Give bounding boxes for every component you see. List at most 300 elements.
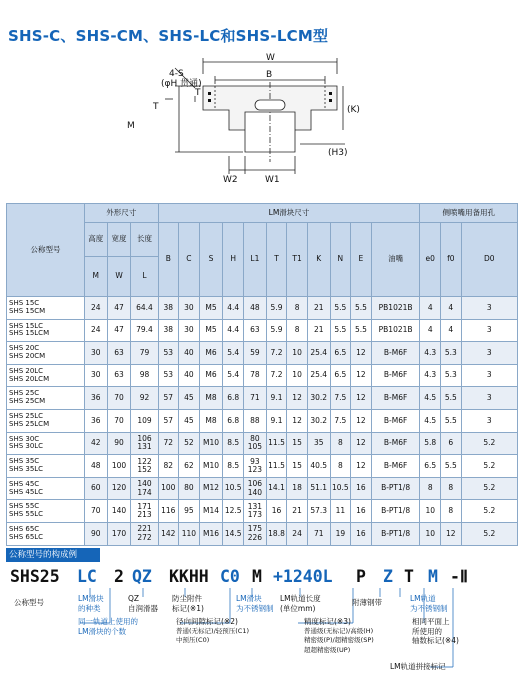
code-joint: -Ⅱ <box>450 567 469 586</box>
cell-d0: 3 <box>461 409 517 432</box>
code-qz: QZ <box>132 567 152 586</box>
cell-n: 6.5 <box>330 364 351 387</box>
ann-axes-line1: 相同平面上 <box>412 617 450 626</box>
cell-s: M6 <box>199 364 223 387</box>
dim-t-label: T <box>195 88 201 98</box>
ann-model-no: 公称型号 <box>14 598 44 607</box>
model-name: SHS 20C <box>9 344 40 353</box>
cell-l: 79.4 <box>131 319 158 342</box>
cell-m: 30 <box>84 342 107 365</box>
cell-d0: 5.2 <box>461 455 517 478</box>
model-code-section-label: 公称型号的构成例 <box>6 548 100 562</box>
cell-w: 47 <box>107 297 131 320</box>
cell-m: 24 <box>84 319 107 342</box>
header-l1: L1 <box>244 223 267 297</box>
cell-f0: 8 <box>441 500 462 523</box>
ann-axes-line2: 所使用的 <box>412 626 442 636</box>
cell-b: 57 <box>158 387 179 410</box>
cell-e0: 4 <box>420 297 441 320</box>
cell-s: M14 <box>199 500 223 523</box>
cell-e: 12 <box>351 432 372 455</box>
cell-l1: 71 <box>244 387 267 410</box>
cell-e: 16 <box>351 477 372 500</box>
model-cell <box>7 364 85 387</box>
cell-n: 7.5 <box>330 387 351 410</box>
header-d0: D0 <box>461 223 517 297</box>
cell-value: 171 <box>137 501 152 511</box>
cell-e: 12 <box>351 409 372 432</box>
ann-clearance-line2: 普通(无标记)/轻预压(C1) <box>176 626 250 635</box>
cell-k: 30.2 <box>307 409 330 432</box>
cell-t: 5.9 <box>266 297 287 320</box>
cell-n: 5.5 <box>330 297 351 320</box>
model-name: SHS 35C <box>9 457 40 466</box>
model-name: SHS 25CM <box>9 397 46 406</box>
header-l: L <box>131 257 158 297</box>
cell-t1: 21 <box>287 500 308 523</box>
header-h: H <box>223 223 244 297</box>
model-cell <box>7 342 85 365</box>
cell-c: 45 <box>179 387 200 410</box>
dim-b-label: B <box>266 70 273 80</box>
model-name: SHS 20LCM <box>9 374 50 383</box>
model-name: SHS 65C <box>9 525 40 534</box>
cell-m: 30 <box>84 364 107 387</box>
model-name: SHS 45C <box>9 479 40 488</box>
cell-l: 79 <box>131 342 158 365</box>
cell-e0: 10 <box>420 500 441 523</box>
cell-t1: 15 <box>287 432 308 455</box>
cell-l: 109 <box>131 409 158 432</box>
cell-value: 226 <box>247 532 263 542</box>
cell-t1: 10 <box>287 342 308 365</box>
code-steel-tape: Z <box>383 567 393 586</box>
ann-lm-rail-length-line2: (单位mm) <box>280 603 316 613</box>
ann-lm-rail-stainless <box>410 594 448 613</box>
cell-m: 60 <box>84 477 107 500</box>
dim-w2-label: W2 <box>223 175 238 182</box>
cell-d0: 5.2 <box>461 432 517 455</box>
code-dust: KKHH <box>169 567 209 586</box>
cell-h: 10.5 <box>223 477 244 500</box>
cell-value: 213 <box>137 510 152 520</box>
cell-e: 5.5 <box>351 319 372 342</box>
ann-clearance-line3: 中预压(C0) <box>176 636 210 644</box>
cell-l1 <box>244 432 267 455</box>
cell-n: 7.5 <box>330 409 351 432</box>
cell-m: 24 <box>84 297 107 320</box>
cell-h: 5.4 <box>223 364 244 387</box>
table-row <box>7 432 518 455</box>
table-row <box>7 319 518 342</box>
cell-t: 14.1 <box>266 477 287 500</box>
ann-lm-block-type <box>78 594 104 613</box>
cell-l1: 78 <box>244 364 267 387</box>
ann-clearance-line1: 径向间隙标记(※2) <box>176 617 238 626</box>
cell-b: 38 <box>158 319 179 342</box>
cell-k: 35 <box>307 432 330 455</box>
cell-d0: 3 <box>461 364 517 387</box>
table-row <box>7 342 518 365</box>
cell-e: 12 <box>351 455 372 478</box>
cell-nipple: B-PT1/8 <box>371 477 420 500</box>
cell-m: 90 <box>84 522 107 545</box>
cell-d0: 3 <box>461 342 517 365</box>
cell-e0: 10 <box>420 522 441 545</box>
header-length: 长度 <box>131 223 158 257</box>
cell-nipple: B-M6F <box>371 409 420 432</box>
cell-s: M12 <box>199 477 223 500</box>
cell-n: 11 <box>330 500 351 523</box>
cell-w: 70 <box>107 409 131 432</box>
ann-same-rail-count <box>78 617 138 636</box>
ann-lm-block-type-line1: LM滑块 <box>78 594 104 603</box>
cell-f0: 5.3 <box>441 342 462 365</box>
header-outer-dims: 外形尺寸 <box>84 204 158 223</box>
cell-b: 53 <box>158 342 179 365</box>
cell-value: 106 <box>137 434 152 444</box>
cell-value: 152 <box>137 464 152 474</box>
cell-n: 8 <box>330 455 351 478</box>
cell-l: 92 <box>131 387 158 410</box>
dim-h3-label: (H3) <box>328 148 348 158</box>
cell-d0: 5.2 <box>461 500 517 523</box>
header-s: S <box>199 223 223 297</box>
cell-f0: 8 <box>441 477 462 500</box>
cell-s: M8 <box>199 409 223 432</box>
cell-t1: 18 <box>287 477 308 500</box>
cell-e0: 5.8 <box>420 432 441 455</box>
cell-s: M10 <box>199 432 223 455</box>
cell-k: 25.4 <box>307 364 330 387</box>
model-cell <box>7 500 85 523</box>
ann-axes-line3: 轴数标记(※4) <box>412 636 459 645</box>
model-cell <box>7 319 85 342</box>
header-c: C <box>179 223 200 297</box>
ann-accuracy-line1: 精度标记(※3) <box>304 617 351 626</box>
cell-nipple: B-M6F <box>371 342 420 365</box>
cell-k: 21 <box>307 319 330 342</box>
model-name: SHS 20LC <box>9 366 44 375</box>
ann-steel-tape: 附薄钢带 <box>352 598 382 607</box>
header-k: K <box>307 223 330 297</box>
cell-l1: 88 <box>244 409 267 432</box>
ann-clearance <box>176 617 249 646</box>
model-cell <box>7 432 85 455</box>
cell-e0: 8 <box>420 477 441 500</box>
cell-nipple: B-M6F <box>371 455 420 478</box>
cell-value: 106 <box>247 479 263 489</box>
cell-c: 80 <box>179 477 200 500</box>
code-block-type: LC <box>77 567 97 586</box>
cell-t: 16 <box>266 500 287 523</box>
cell-nipple: B-PT1/8 <box>371 522 420 545</box>
ann-qz <box>128 594 158 613</box>
page-title: SHS-C、SHS-CM、SHS-LC和SHS-LCM型 <box>8 27 329 45</box>
ann-lm-block-stainless-line1: LM滑块 <box>236 594 262 603</box>
cell-c: 45 <box>179 409 200 432</box>
cell-t: 9.1 <box>266 387 287 410</box>
cell-h: 6.8 <box>223 409 244 432</box>
model-name: SHS 15LC <box>9 321 44 330</box>
cell-m: 48 <box>84 455 107 478</box>
cell-h: 8.5 <box>223 432 244 455</box>
cell-value: 140 <box>247 487 263 497</box>
header-lm-block-dims: LM滑块尺寸 <box>158 204 420 223</box>
cell-n: 8 <box>330 432 351 455</box>
header-m: M <box>84 257 107 297</box>
cell-t1: 12 <box>287 387 308 410</box>
model-name: SHS 55C <box>9 502 40 511</box>
dim-k-label: (K) <box>347 105 360 115</box>
dim-t1-label: T <box>153 102 159 112</box>
cell-b: 142 <box>158 522 179 545</box>
cell-nipple: PB1021B <box>371 319 420 342</box>
cell-e0: 4.3 <box>420 364 441 387</box>
cell-l1 <box>244 477 267 500</box>
cell-c: 52 <box>179 432 200 455</box>
table-row <box>7 500 518 523</box>
table-row <box>7 387 518 410</box>
cell-l <box>131 455 158 478</box>
cell-nipple: B-M6F <box>371 387 420 410</box>
spec-table-body <box>7 297 518 546</box>
cell-l <box>131 432 158 455</box>
cell-w: 63 <box>107 364 131 387</box>
cell-h: 8.5 <box>223 455 244 478</box>
cell-w: 120 <box>107 477 131 500</box>
cell-e0: 6.5 <box>420 455 441 478</box>
cell-d0: 5.2 <box>461 522 517 545</box>
model-cell <box>7 522 85 545</box>
ann-dust-line1: 防尘附件 <box>172 594 202 603</box>
cell-c: 30 <box>179 319 200 342</box>
cell-nipple: PB1021B <box>371 297 420 320</box>
cell-value: 131 <box>137 442 152 452</box>
model-name: SHS 35LC <box>9 464 44 473</box>
cell-w: 90 <box>107 432 131 455</box>
cell-s: M8 <box>199 387 223 410</box>
cell-value: 173 <box>247 510 263 520</box>
cell-c: 62 <box>179 455 200 478</box>
cell-k: 51.1 <box>307 477 330 500</box>
cell-value: 175 <box>247 524 263 534</box>
cell-t: 7.2 <box>266 342 287 365</box>
cell-t1: 24 <box>287 522 308 545</box>
cell-value: 80 <box>250 434 260 444</box>
cell-w: 140 <box>107 500 131 523</box>
header-f0: f0 <box>441 223 462 297</box>
cell-l1 <box>244 522 267 545</box>
cell-s: M10 <box>199 455 223 478</box>
cell-b: 72 <box>158 432 179 455</box>
model-name: SHS 25LCM <box>9 419 50 428</box>
ann-lm-block-stainless <box>236 594 274 613</box>
cell-k: 30.2 <box>307 387 330 410</box>
model-name: SHS 65LC <box>9 532 44 541</box>
cell-s: M16 <box>199 522 223 545</box>
cell-t: 7.2 <box>266 364 287 387</box>
cell-e: 12 <box>351 387 372 410</box>
cell-nipple: B-M6F <box>371 364 420 387</box>
cell-c: 40 <box>179 364 200 387</box>
header-e0: e0 <box>420 223 441 297</box>
model-cell <box>7 409 85 432</box>
cell-e0: 4 <box>420 319 441 342</box>
cell-w: 100 <box>107 455 131 478</box>
ann-qz-line1: QZ <box>128 594 140 603</box>
cell-c: 40 <box>179 342 200 365</box>
cell-e: 16 <box>351 522 372 545</box>
header-n: N <box>330 223 351 297</box>
cell-m: 36 <box>84 409 107 432</box>
code-accuracy: P <box>356 567 366 586</box>
cell-t1: 8 <box>287 319 308 342</box>
model-name: SHS 20CM <box>9 351 46 360</box>
ann-lm-rail-stainless-line2: 为不锈钢制 <box>410 603 448 613</box>
header-side-nipple-holes: 侧喷嘴用备用孔 <box>420 204 518 223</box>
header-e: E <box>351 223 372 297</box>
cell-t: 5.9 <box>266 319 287 342</box>
code-clearance: C0 <box>220 567 240 586</box>
cell-value: 221 <box>137 524 152 534</box>
cell-t: 11.5 <box>266 455 287 478</box>
table-row <box>7 477 518 500</box>
cell-t: 11.5 <box>266 432 287 455</box>
cell-l <box>131 500 158 523</box>
cell-b: 116 <box>158 500 179 523</box>
model-cell <box>7 455 85 478</box>
cell-t1: 8 <box>287 297 308 320</box>
cell-n: 6.5 <box>330 342 351 365</box>
header-w: W <box>107 257 131 297</box>
ann-same-rail-count-line2: LM滑块的个数 <box>78 626 127 636</box>
cell-e: 5.5 <box>351 297 372 320</box>
ann-same-rail-count-line1: 同一轨道上使用的 <box>78 617 138 626</box>
code-rail-stainless: T <box>404 567 414 586</box>
cell-e: 12 <box>351 342 372 365</box>
cell-e: 16 <box>351 500 372 523</box>
cell-t: 18.8 <box>266 522 287 545</box>
cell-f0: 5.5 <box>441 387 462 410</box>
table-row <box>7 364 518 387</box>
ann-axes <box>412 617 459 646</box>
table-row <box>7 409 518 432</box>
cell-n: 19 <box>330 522 351 545</box>
model-name: SHS 25C <box>9 389 40 398</box>
header-t: T <box>266 223 287 297</box>
cell-h: 12.5 <box>223 500 244 523</box>
cell-f0: 5.3 <box>441 364 462 387</box>
cell-value: 272 <box>137 532 152 542</box>
dim-m-label: M <box>127 121 135 131</box>
cell-t1: 12 <box>287 409 308 432</box>
dim-w1-label: W1 <box>265 175 280 182</box>
cell-value: 131 <box>247 501 263 511</box>
cell-n: 5.5 <box>330 319 351 342</box>
model-cell <box>7 297 85 320</box>
cell-b: 53 <box>158 364 179 387</box>
cell-s: M6 <box>199 342 223 365</box>
cell-w: 70 <box>107 387 131 410</box>
cell-d0: 3 <box>461 297 517 320</box>
cell-f0: 6 <box>441 432 462 455</box>
code-axes: M <box>428 567 438 586</box>
cell-f0: 12 <box>441 522 462 545</box>
ann-lm-rail-length-line1: LM轨道长度 <box>280 594 321 603</box>
cell-c: 110 <box>179 522 200 545</box>
dim-4s-label: 4-S <box>169 69 184 79</box>
code-block-count: 2 <box>114 567 124 586</box>
cell-value: 123 <box>247 464 263 474</box>
cell-k: 71 <box>307 522 330 545</box>
ann-joint: LM轨道拼接标记 <box>390 662 446 671</box>
cell-m: 36 <box>84 387 107 410</box>
cell-l1 <box>244 500 267 523</box>
cell-b: 82 <box>158 455 179 478</box>
cell-t: 9.1 <box>266 409 287 432</box>
cell-h: 6.8 <box>223 387 244 410</box>
cell-w: 170 <box>107 522 131 545</box>
cell-h: 4.4 <box>223 297 244 320</box>
ann-lm-block-stainless-line2: 为不锈钢制 <box>236 603 274 613</box>
cell-m: 70 <box>84 500 107 523</box>
header-width: 宽度 <box>107 223 131 257</box>
table-row <box>7 455 518 478</box>
cell-k: 40.5 <box>307 455 330 478</box>
cell-l: 98 <box>131 364 158 387</box>
cell-value: 122 <box>137 456 152 466</box>
ann-dust <box>172 594 204 613</box>
model-name: SHS 25LC <box>9 412 44 421</box>
cell-t1: 10 <box>287 364 308 387</box>
ann-accuracy <box>304 617 374 655</box>
cell-d0: 3 <box>461 319 517 342</box>
model-name: SHS 15C <box>9 299 40 308</box>
cell-s: M5 <box>199 319 223 342</box>
cell-e0: 4.5 <box>420 387 441 410</box>
table-row <box>7 297 518 320</box>
header-model: 公称型号 <box>7 204 85 297</box>
cell-b: 38 <box>158 297 179 320</box>
cell-k: 57.3 <box>307 500 330 523</box>
code-model: SHS25 <box>10 567 60 586</box>
cell-h: 14.5 <box>223 522 244 545</box>
block-cross-section-diagram <box>115 52 375 182</box>
ann-qz-line2: 自润滑器 <box>128 603 158 613</box>
cell-k: 21 <box>307 297 330 320</box>
cell-h: 4.4 <box>223 319 244 342</box>
code-rail-length: +1240L <box>273 567 333 586</box>
ann-accuracy-line3: 精密级(P)/超精密级(SP) <box>304 636 374 644</box>
cell-c: 30 <box>179 297 200 320</box>
cell-l <box>131 477 158 500</box>
model-name: SHS 15LCM <box>9 329 50 338</box>
cell-value: 140 <box>137 479 152 489</box>
dim-w-label: W <box>266 53 275 63</box>
cell-s: M5 <box>199 297 223 320</box>
model-name: SHS 30C <box>9 434 40 443</box>
spec-table <box>6 203 518 546</box>
cell-f0: 4 <box>441 297 462 320</box>
model-name: SHS 45LC <box>9 487 44 496</box>
code-block-stainless: M <box>252 567 262 586</box>
model-cell <box>7 387 85 410</box>
cell-b: 100 <box>158 477 179 500</box>
cell-k: 25.4 <box>307 342 330 365</box>
ann-lm-rail-length <box>280 594 321 613</box>
cell-n: 10.5 <box>330 477 351 500</box>
